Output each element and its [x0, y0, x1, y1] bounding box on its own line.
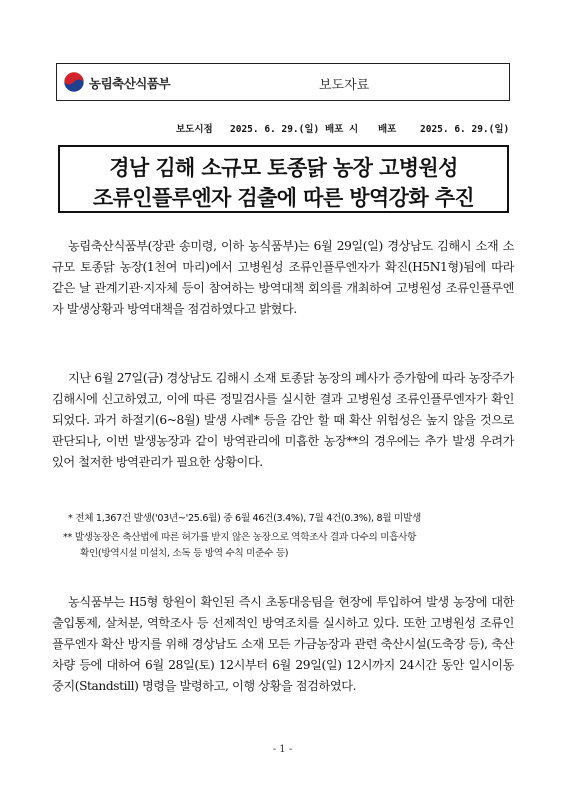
ministry-name: 농림축산식품부: [89, 76, 171, 91]
government-emblem-icon: [63, 71, 85, 93]
page-number: - 1 -: [272, 744, 293, 755]
title-line-1: 경남 김해 소규모 토종닭 농장 고병원성: [109, 156, 458, 180]
distribution-label: 배포: [378, 124, 397, 135]
title-box: [58, 145, 509, 213]
header-box: [56, 63, 510, 101]
footnote-2-line-1: ** 발생농장은 축산법에 따른 허가를 받지 않은 농장으로 역학조사 결과 다수의 미흡사항: [63, 532, 417, 543]
distribution-value: 2025. 6. 29.(일): [420, 124, 510, 135]
footnote-2-line-2: 확인(방역시설 미설치, 소독 등 방역 수칙 미준수 등): [80, 548, 289, 559]
release-time-label: 보도시점: [176, 124, 213, 135]
paragraph-2: 지난 6월 27일(금) 경상남도 김해시 소재 토종닭 농장의 폐사가 증가함에 따라 농장주가 김해시에 신고하였고, 이에 따른 정밀검사를 실시한 결과 고병원성 조류인플루엔자가 확인되었다. 과거 하절기(6~8월) 발생 사례* 등을 감안 할 때 확산 위험성은 높지 않을 것으로 판단되나, 이번 발생농장과 같이 방역관리에 미흡한 농장**의 경우에는 추가 발생 우려가 있어 철저한 방역관리가 필요한 상황이다.: [52, 371, 514, 469]
release-time-value: 2025. 6. 29.(일) 배포 시: [230, 124, 359, 135]
footnote-1: * 전체 1,367건 발생('03년~'25.6월) 중 6월 46건(3.4%), 7월 4건(0.3%), 8월 미발생: [68, 513, 421, 524]
title-line-2: 조류인플루엔자 검출에 따른 방역강화 추진: [92, 186, 475, 210]
paragraph-3: 농식품부는 H5형 항원이 확인된 즉시 초동대응팀을 현장에 투입하여 발생 농장에 대한 출입통제, 살처분, 역학조사 등 선제적인 방역조치를 실시하고 있다. 또한 고병원성 조류인플루엔자 확산 방지를 위해 경상남도 소재 모든 가금농장과 관련 축산시설(도축장 등), 축산차량 등에 대하여 6월 28일(토) 12시부터 6월 29일(일) 12시까지 24시간 동안 일시이동중지(Standstill) 명령을 발령하고, 이행 상황을 점검하였다.: [52, 595, 514, 693]
paragraph-1: 농림축산식품부(장관 송미령, 이하 농식품부)는 6월 29일(일) 경상남도 김해시 소재 소규모 토종닭 농장(1천여 마리)에서 고병원성 조류인플루엔자가 확진(H5N1형)됨에 따라 같은 날 관계기관·지자체 등이 참여하는 방역대책 회의를 개최하여 고병원성 조류인플루엔자 발생상황과 방역대책을 점검하였다고 밝혔다.: [52, 239, 514, 316]
doc-type-label: 보도자료: [319, 78, 370, 93]
release-info: [0, 121, 565, 135]
